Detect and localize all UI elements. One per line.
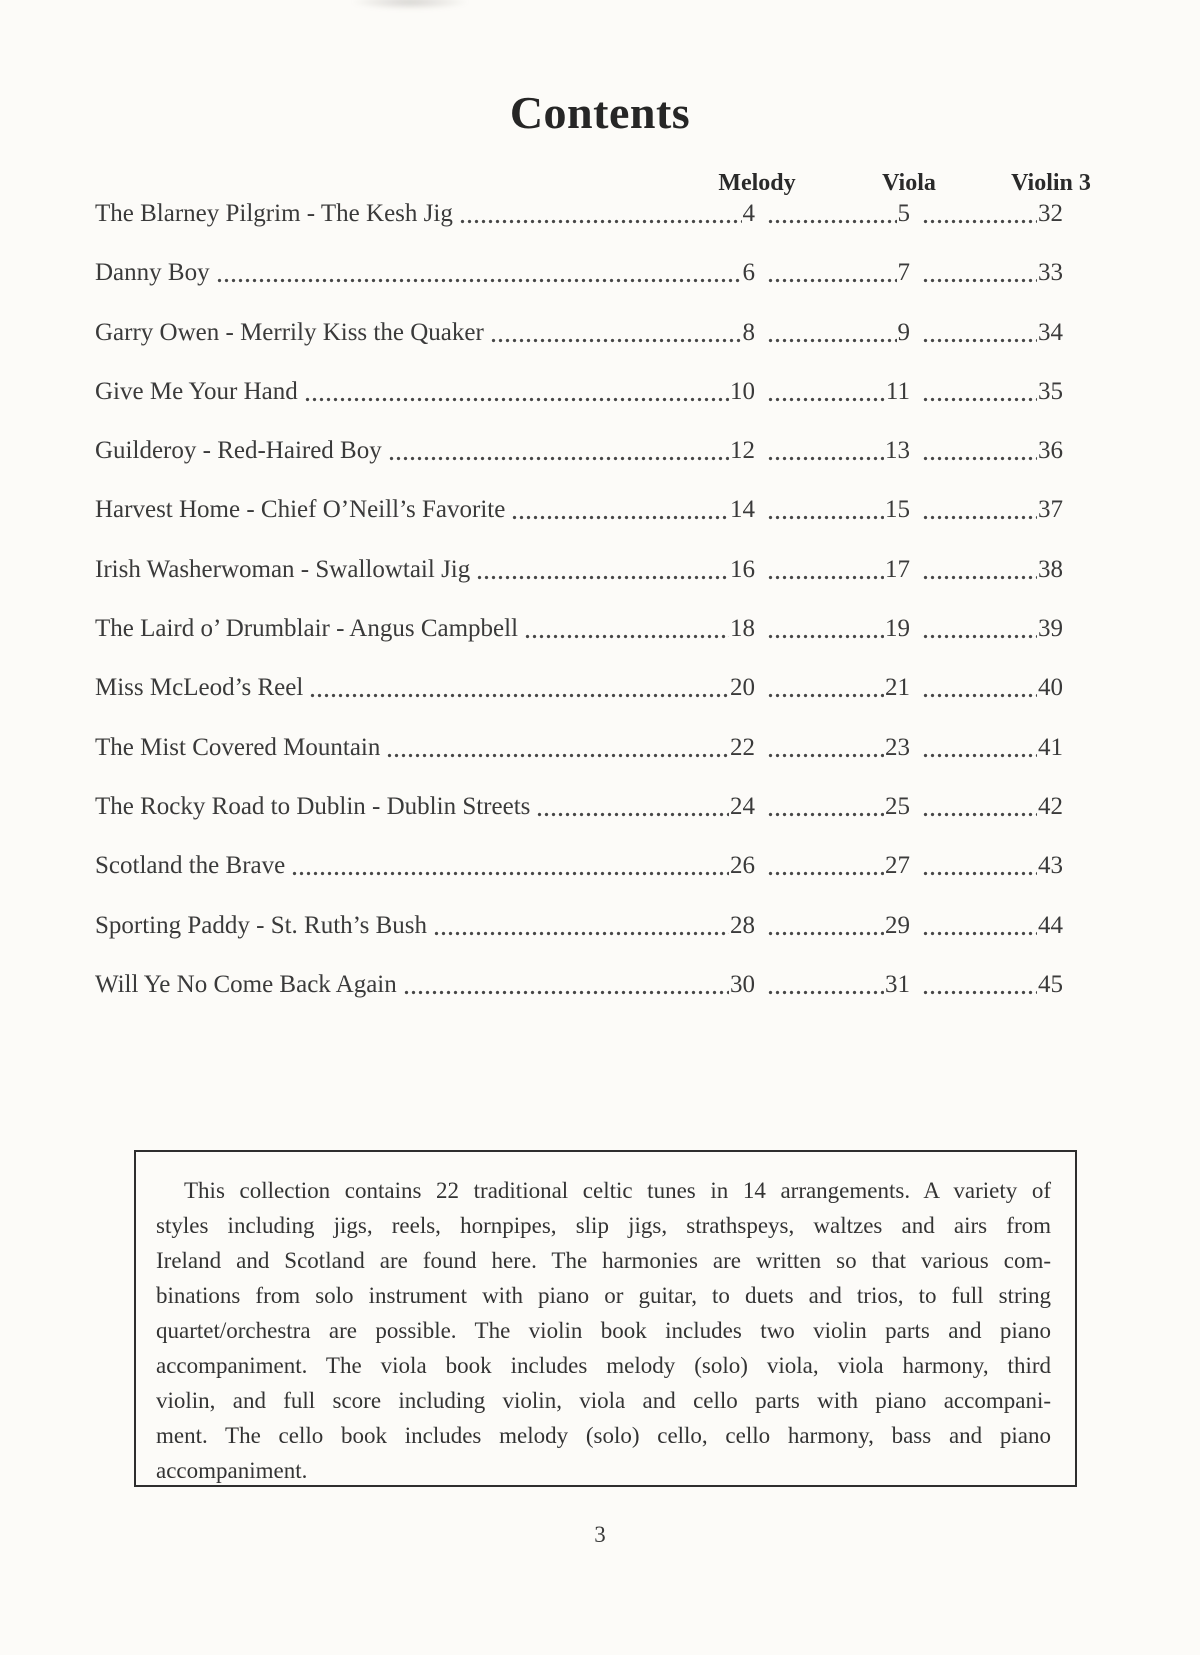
toc-entry-title: Give Me Your Hand [95,377,298,405]
column-gap [910,495,922,525]
toc-melody-page: 18 [730,615,755,643]
toc-row-melody-segment [95,733,755,763]
toc-row [95,555,1063,585]
column-gap [910,733,922,763]
toc-violin3-page: 41 [1038,733,1063,761]
description-line: styles including jigs, reels, hornpipes, slip jigs, strathspeys, waltzes and airs from [156,1213,1051,1238]
toc-row-melody-segment [95,495,755,525]
dot-leader [459,199,742,229]
column-gap [910,970,922,1000]
toc-row-viola-segment [767,555,910,585]
toc-melody-page: 16 [730,555,755,583]
toc-violin3-page: 35 [1038,377,1063,405]
toc-row-violin3-segment [922,436,1063,466]
toc-violin3-page: 44 [1038,911,1063,939]
toc-violin3-page: 36 [1038,437,1063,465]
dot-leader [922,733,1037,763]
column-gap [755,318,767,348]
dot-leader [767,792,884,822]
toc-row-violin3-segment [922,970,1063,1000]
dot-leader [767,495,884,525]
toc-melody-page: 10 [730,377,755,405]
column-gap [910,199,922,229]
toc-melody-page: 26 [730,852,755,880]
toc-row-viola-segment [767,970,910,1000]
toc-row-melody-segment [95,377,755,407]
toc-violin3-page: 34 [1038,318,1063,346]
toc-melody-page: 30 [730,970,755,998]
toc-violin3-page: 45 [1038,970,1063,998]
dot-leader [922,970,1037,1000]
toc-row-viola-segment [767,318,910,348]
column-gap [755,851,767,881]
scan-smudge [350,0,470,10]
toc-violin3-page: 42 [1038,792,1063,820]
toc-entry-title: The Blarney Pilgrim - The Kesh Jig [95,200,453,227]
column-gap [910,436,922,466]
toc-viola-page: 21 [885,674,910,702]
description-line: binations from solo instrument with piano or guitar, to duets and trios, to full string [156,1283,1051,1308]
description-line: violin, and full score including violin, viola and cello parts with piano accompani- [156,1388,1051,1413]
toc-row-viola-segment [767,673,910,703]
column-gap [910,318,922,348]
dot-leader [922,377,1037,407]
column-gap [755,970,767,1000]
toc-melody-page: 8 [742,318,755,346]
toc-row-violin3-segment [922,555,1063,585]
dot-leader [216,258,742,288]
toc-row-viola-segment [767,733,910,763]
dot-leader [536,792,729,822]
column-gap [755,911,767,941]
column-gap [910,673,922,703]
toc-row [95,199,1063,229]
toc-row-melody-segment [95,792,755,822]
toc-viola-page: 13 [885,437,910,465]
dot-leader [304,377,729,407]
dot-leader [433,911,729,941]
toc-row-viola-segment [767,495,910,525]
column-header-melody: Melody [718,170,796,196]
toc-row-violin3-segment [922,258,1063,288]
toc-violin3-page: 43 [1038,852,1063,880]
toc-row-violin3-segment [922,614,1063,644]
description-line: This collection contains 22 traditional celtic tunes in 14 arrangements. A variety of [184,1178,1051,1203]
toc-row-violin3-segment [922,377,1063,407]
toc-row [95,911,1063,941]
toc-entry-title: Miss McLeod’s Reel [95,674,304,702]
toc-row-melody-segment [95,318,755,348]
toc-row-viola-segment [767,851,910,881]
dot-leader [922,555,1037,585]
dot-leader [767,614,884,644]
toc-row [95,318,1063,348]
toc-row [95,851,1063,881]
toc-row-violin3-segment [922,199,1063,229]
dot-leader [767,318,897,348]
toc-viola-page: 9 [897,318,910,346]
dot-leader [922,258,1037,288]
toc-row [95,436,1063,466]
toc-row-viola-segment [767,614,910,644]
toc-melody-page: 6 [742,259,755,287]
dot-leader [767,377,885,407]
toc-row-violin3-segment [922,495,1063,525]
toc-row-violin3-segment [922,851,1063,881]
column-gap [755,495,767,525]
dot-leader [524,614,729,644]
column-gap [910,614,922,644]
toc-row [95,733,1063,763]
dot-leader [767,199,897,229]
description-line: quartet/orchestra are possible. The violin book includes two violin parts and piano [156,1318,1051,1343]
column-gap [755,199,767,229]
toc-row-melody-segment [95,555,755,585]
toc-row-viola-segment [767,436,910,466]
dot-leader [511,495,729,525]
dot-leader [922,673,1037,703]
toc-entry-title: Scotland the Brave [95,852,286,880]
toc-row-melody-segment [95,436,755,466]
description-line: accompaniment. [156,1458,308,1483]
description-line: Ireland and Scotland are found here. The harmonies are written so that various com- [156,1248,1051,1273]
dot-leader [291,851,729,881]
toc-violin3-page: 40 [1038,674,1063,702]
toc-row-viola-segment [767,792,910,822]
toc-entry-title: The Rocky Road to Dublin - Dublin Streets [95,792,531,820]
toc-violin3-page: 33 [1038,259,1063,287]
column-gap [755,614,767,644]
toc-entry-title: Will Ye No Come Back Again [95,970,397,998]
toc-violin3-page: 37 [1038,496,1063,524]
toc-row-viola-segment [767,377,910,407]
description-line: accompaniment. The viola book includes melody (solo) viola, viola harmony, third [156,1353,1051,1378]
toc-row-melody-segment [95,911,755,941]
toc-row-violin3-segment [922,673,1063,703]
toc-list [95,199,1063,1029]
dot-leader [767,436,884,466]
toc-entry-title: Irish Washerwoman - Swallowtail Jig [95,555,471,583]
toc-viola-page: 27 [885,852,910,880]
dot-leader [767,555,884,585]
dot-leader [490,318,742,348]
dot-leader [386,733,729,763]
toc-viola-page: 17 [885,555,910,583]
dot-leader [922,792,1037,822]
toc-row [95,792,1063,822]
toc-row [95,258,1063,288]
toc-row-melody-segment [95,258,755,288]
page-number: 3 [594,1522,606,1547]
toc-entry-title: Sporting Paddy - St. Ruth’s Bush [95,911,427,939]
toc-entry-title: The Laird o’ Drumblair - Angus Campbell [95,615,519,643]
toc-row-viola-segment [767,199,910,229]
toc-row [95,377,1063,407]
toc-melody-page: 20 [730,674,755,702]
toc-viola-page: 25 [885,792,910,820]
column-header-violin3: Violin 3 [1011,170,1091,196]
column-gap [755,792,767,822]
toc-violin3-page: 39 [1038,615,1063,643]
dot-leader [922,436,1037,466]
column-gap [755,377,767,407]
toc-row-viola-segment [767,258,910,288]
column-gap [755,733,767,763]
description-box [134,1150,1077,1487]
toc-entry-title: Garry Owen - Merrily Kiss the Quaker [95,318,484,346]
column-gap [910,851,922,881]
description-line: ment. The cello book includes melody (solo) cello, cello harmony, bass and piano [156,1423,1051,1448]
column-gap [910,792,922,822]
dot-leader [922,614,1037,644]
toc-violin3-page: 32 [1038,200,1063,227]
toc-viola-page: 11 [885,377,910,405]
toc-entry-title: Guilderoy - Red-Haired Boy [95,437,382,465]
page-title: Contents [509,87,691,138]
dot-leader [922,495,1037,525]
toc-row-violin3-segment [922,911,1063,941]
toc-melody-page: 24 [730,792,755,820]
column-headers [95,170,1091,200]
toc-melody-page: 14 [730,496,755,524]
dot-leader [309,673,729,703]
toc-row-violin3-segment [922,733,1063,763]
toc-entry-title: Harvest Home - Chief O’Neill’s Favorite [95,496,506,524]
toc-violin3-page: 38 [1038,555,1063,583]
dot-leader [922,911,1037,941]
toc-viola-page: 15 [885,496,910,524]
toc-viola-page: 7 [897,259,910,287]
dot-leader [388,436,729,466]
column-gap [755,436,767,466]
dot-leader [767,970,884,1000]
column-gap [910,258,922,288]
toc-row-violin3-segment [922,792,1063,822]
column-gap [755,555,767,585]
toc-melody-page: 22 [730,733,755,761]
toc-melody-page: 4 [742,200,755,227]
dot-leader [767,911,884,941]
toc-viola-page: 5 [897,200,910,227]
toc-row-melody-segment [95,673,755,703]
toc-row-melody-segment [95,851,755,881]
toc-row [95,495,1063,525]
column-gap [910,911,922,941]
toc-viola-page: 23 [885,733,910,761]
column-header-viola: Viola [882,170,936,196]
toc-viola-page: 31 [885,970,910,998]
column-gap [755,258,767,288]
toc-row [95,673,1063,703]
column-gap [755,673,767,703]
dot-leader [922,851,1037,881]
toc-entry-title: The Mist Covered Mountain [95,733,381,761]
toc-row-melody-segment [95,199,755,229]
toc-row-viola-segment [767,911,910,941]
column-gap [910,377,922,407]
toc-row [95,970,1063,1000]
toc-melody-page: 28 [730,911,755,939]
toc-entry-title: Danny Boy [95,259,210,287]
toc-viola-page: 29 [885,911,910,939]
toc-row-melody-segment [95,614,755,644]
dot-leader [922,199,1037,229]
dot-leader [767,733,884,763]
dot-leader [476,555,729,585]
dot-leader [922,318,1037,348]
toc-row-melody-segment [95,970,755,1000]
dot-leader [767,258,897,288]
dot-leader [403,970,729,1000]
column-gap [910,555,922,585]
toc-melody-page: 12 [730,437,755,465]
toc-viola-page: 19 [885,615,910,643]
dot-leader [767,851,884,881]
toc-row-violin3-segment [922,318,1063,348]
dot-leader [767,673,884,703]
toc-row [95,614,1063,644]
